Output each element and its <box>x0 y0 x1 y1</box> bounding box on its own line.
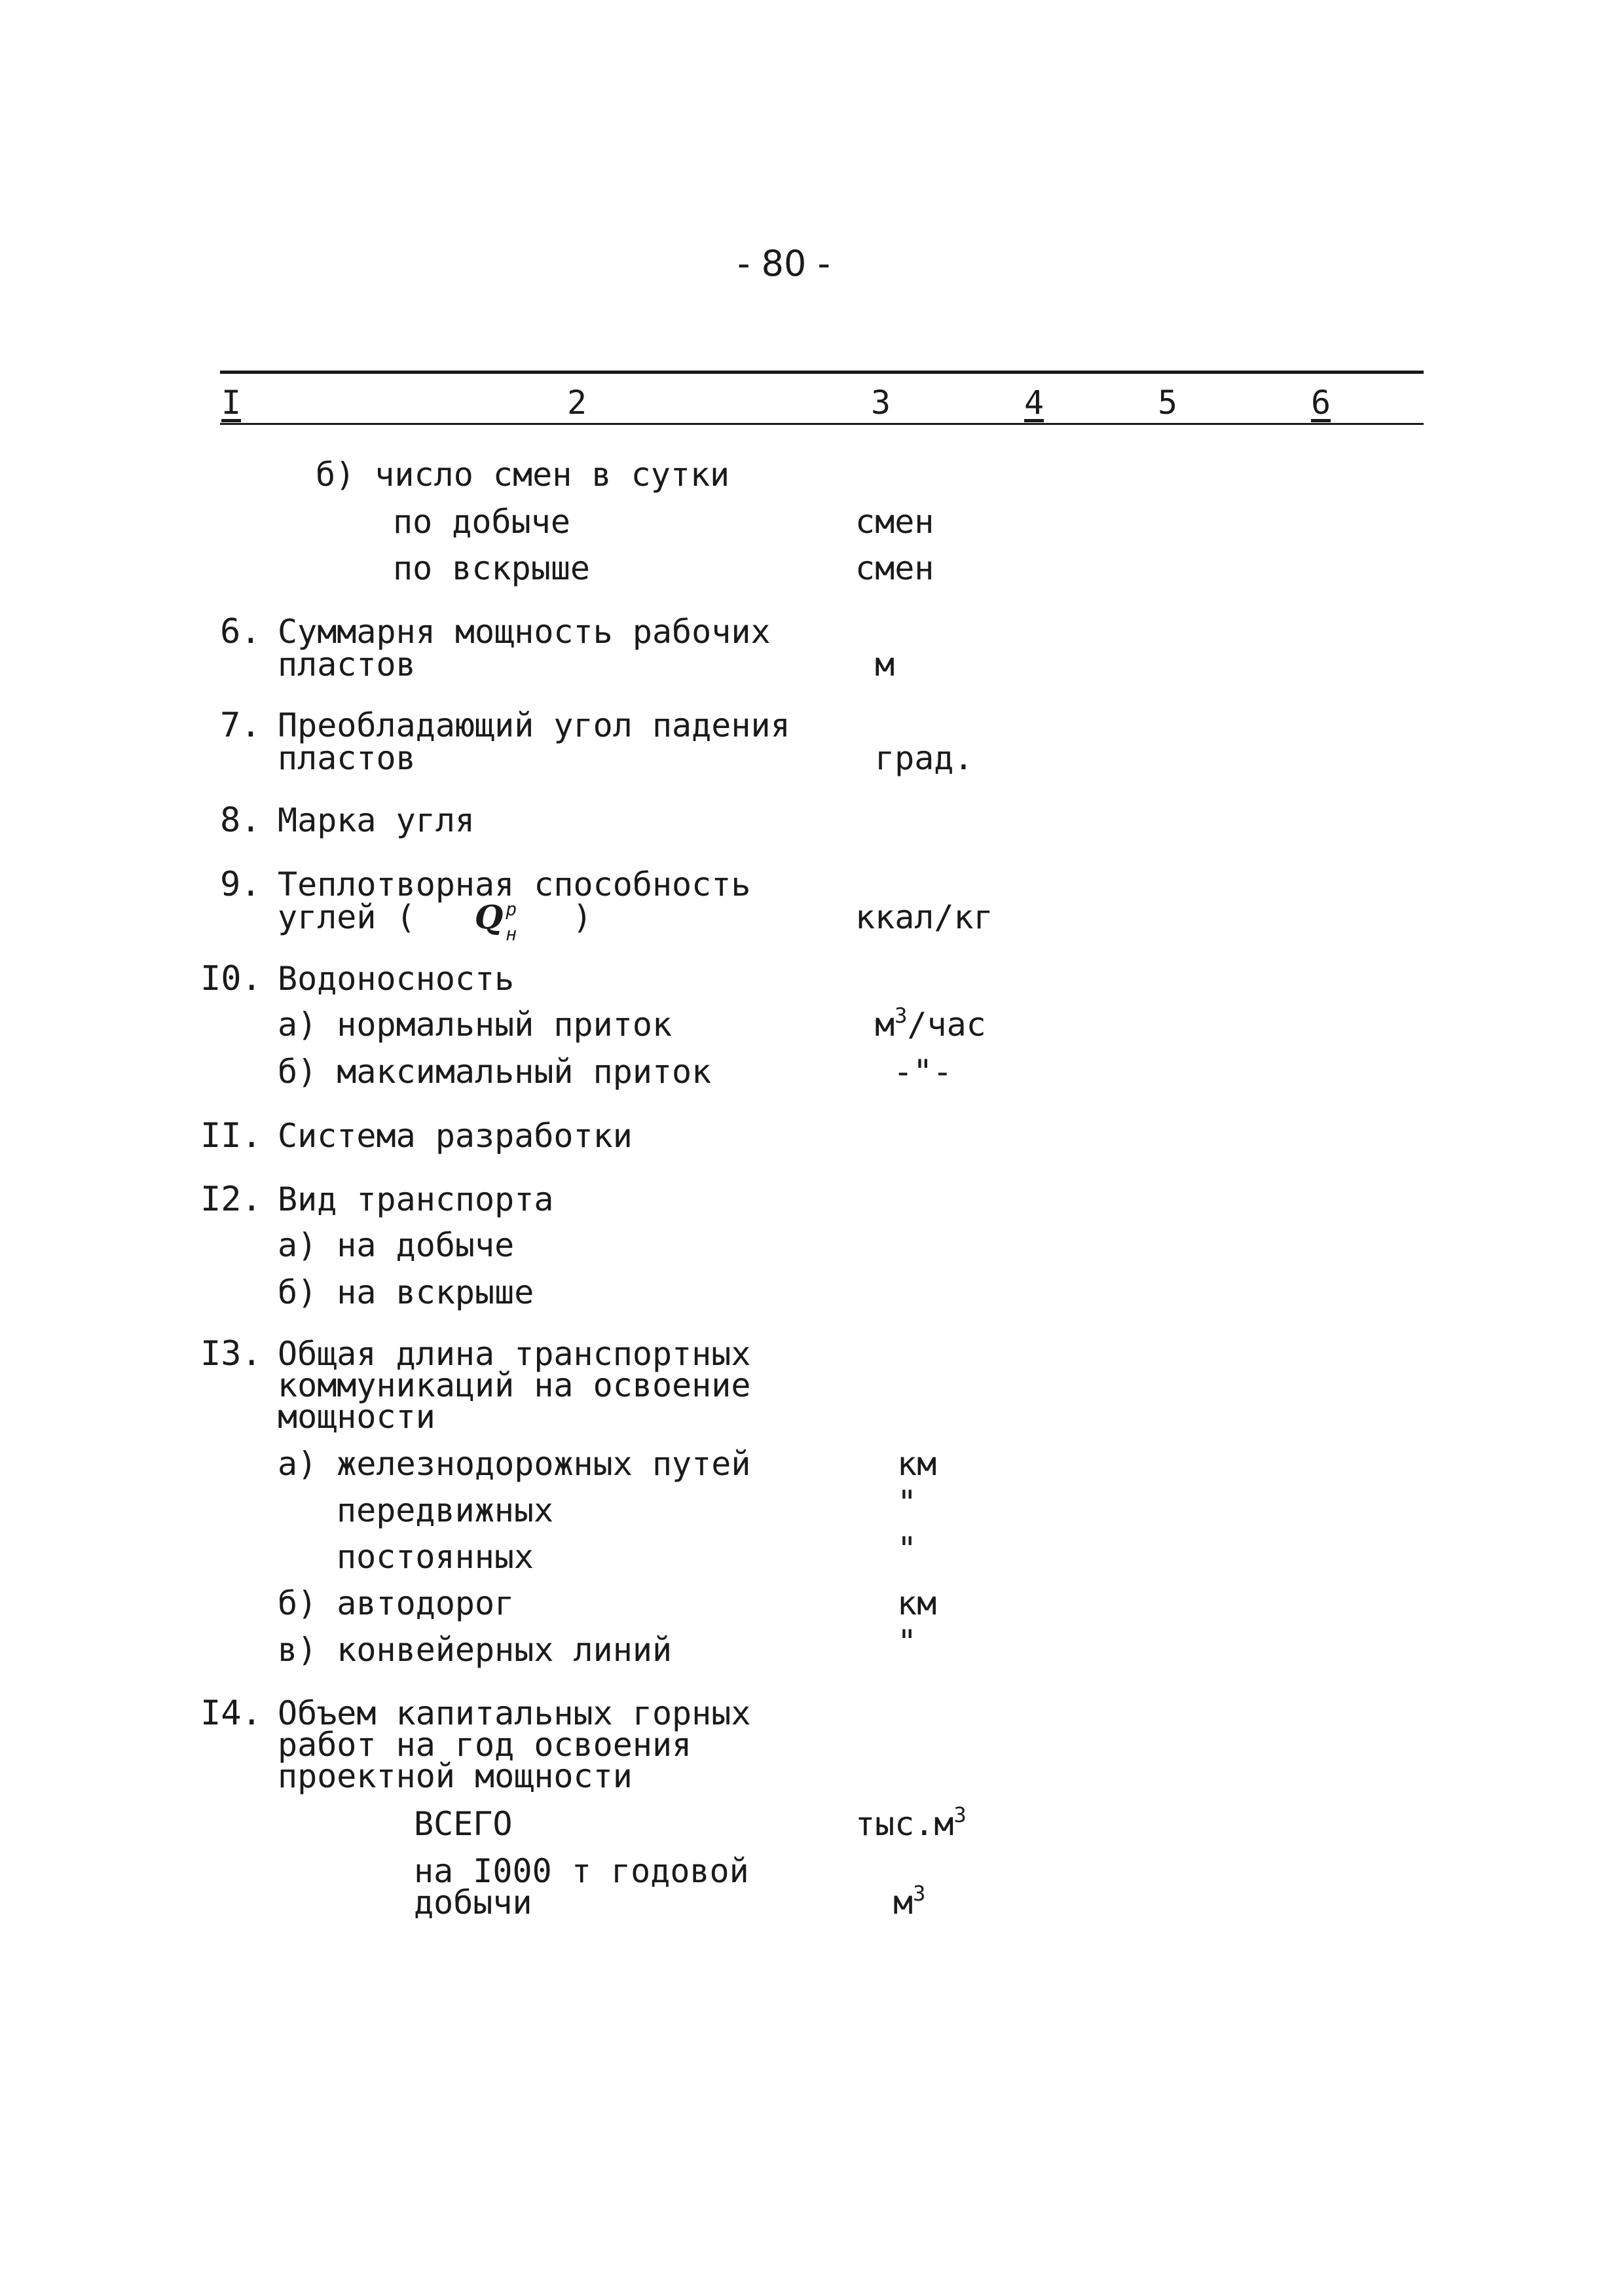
column-header-6: 6 <box>1311 384 1331 422</box>
row-label: а) железнодорожных путей <box>278 1445 751 1483</box>
table-top-rule <box>220 371 1424 374</box>
row-label-cont: работ на год освоения <box>278 1726 692 1764</box>
row-label: Теплотворная способность <box>278 866 751 903</box>
row-number: II. <box>200 1116 262 1156</box>
row-label: Вид транспорта <box>278 1180 554 1218</box>
row-label: Марка угля <box>278 801 475 839</box>
row-label: б) автодорог <box>278 1584 515 1622</box>
row-unit: $м^3$ <box>893 1881 926 1922</box>
table-header-rule <box>220 423 1424 425</box>
row-label: б) максимальный приток <box>278 1053 712 1091</box>
row-label: по добыче <box>393 503 570 541</box>
row-label: а) нормальный приток <box>278 1006 673 1044</box>
row-unit: -"- <box>893 1053 953 1091</box>
row-label-cont: пластов <box>278 739 416 777</box>
row-label: б) число смен в сутки <box>316 456 730 494</box>
row-label: передвижных <box>337 1491 554 1529</box>
row-number: I0. <box>200 959 262 998</box>
row-label-cont: углей ( Q р н ) <box>278 898 593 945</box>
row-number: I2. <box>200 1180 262 1219</box>
column-header-1: I <box>221 384 242 422</box>
row-label: Общая длина транспортных <box>278 1335 751 1373</box>
row-label: Суммарня мощность рабочих <box>278 613 771 651</box>
row-unit: смен <box>855 549 934 587</box>
row-unit: ккал/кг <box>855 898 993 936</box>
row-unit: $тыс.м^3$ <box>855 1802 967 1843</box>
row-unit: смен <box>855 503 934 541</box>
row-label: на I000 т годовой <box>414 1852 749 1890</box>
column-header-2: 2 <box>567 384 587 422</box>
row-label-cont: проектной мощности <box>278 1757 633 1795</box>
row-label: ВСЕГО <box>414 1805 513 1843</box>
row-unit: град. <box>875 739 974 777</box>
row-label: а) на добыче <box>278 1226 515 1264</box>
row-number: 8. <box>220 801 261 840</box>
row-label: Система разработки <box>278 1117 633 1155</box>
row-unit: м <box>875 646 895 683</box>
page-number: - 80 - <box>737 243 831 284</box>
column-header-4: 4 <box>1024 384 1044 422</box>
row-label: б) на вскрыше <box>278 1273 534 1311</box>
row-number: 7. <box>220 706 261 745</box>
row-label-cont: пластов <box>278 646 416 683</box>
row-number: I3. <box>200 1334 262 1374</box>
row-label-cont: коммуникаций на освоение <box>278 1366 751 1404</box>
row-number: 9. <box>220 865 261 904</box>
row-number: 6. <box>220 612 261 651</box>
row-label: Преобладающий угол падения <box>278 706 790 744</box>
row-label: Объем капитальных горных <box>278 1694 751 1732</box>
row-unit: км <box>897 1445 937 1483</box>
row-label: по вскрыше <box>393 549 591 587</box>
row-number: I4. <box>200 1694 262 1733</box>
row-label: в) конвейерных линий <box>278 1631 673 1669</box>
row-label-cont: добычи <box>414 1884 532 1922</box>
row-label-cont: мощности <box>278 1398 435 1436</box>
row-unit: км <box>897 1584 937 1622</box>
row-unit: " <box>897 1530 917 1568</box>
row-label: Водоносность <box>278 960 515 998</box>
row-label: постоянных <box>337 1538 534 1576</box>
column-header-3: 3 <box>871 384 891 422</box>
row-unit: " <box>897 1484 917 1522</box>
column-header-5: 5 <box>1158 384 1178 422</box>
row-unit: $м^3$/час <box>875 1003 986 1044</box>
row-unit: " <box>897 1623 917 1661</box>
